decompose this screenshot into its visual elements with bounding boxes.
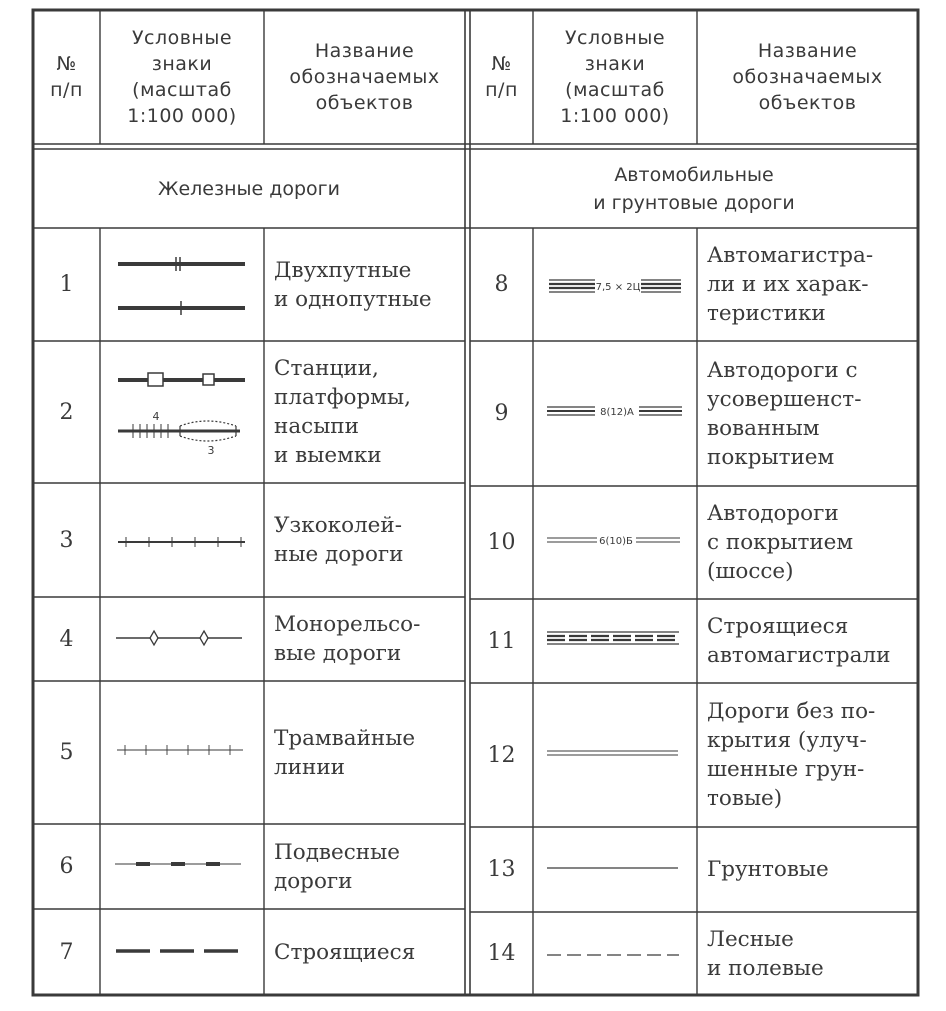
row-12-name: Дороги без по- крытия (улуч- шенные грун- товые)	[707, 699, 876, 811]
row-8-name: Автомагистра- ли и их харак- теристики	[707, 243, 874, 326]
section-railways: Железные дороги	[157, 177, 341, 200]
header-num-right: № п/п	[485, 53, 518, 101]
row-9-name: Автодороги с усовершенст- вованным покрытием	[707, 357, 862, 470]
section-roads: Автомобильные и грунтовые дороги	[593, 163, 795, 214]
embankment-cutting-symbol	[118, 421, 240, 441]
unpaved-road-symbol	[547, 751, 678, 755]
row-14-num: 14	[487, 941, 516, 966]
tram-line-symbol	[117, 745, 243, 755]
station-platform-symbol	[118, 373, 245, 386]
row-13-num: 13	[487, 857, 516, 882]
row-11-num: 11	[487, 628, 516, 654]
header-name-right: Название обозначаемых объектов	[732, 40, 883, 114]
row-5-name: Трамвайные линии	[274, 725, 416, 780]
row-1-name: Двухпутные и однопутные	[274, 257, 432, 312]
row-3-num: 3	[59, 527, 74, 553]
row-4-name: Монорельсо- вые дороги	[274, 612, 421, 666]
row-6-num: 6	[59, 854, 74, 879]
row-6-name: Подвесные дороги	[274, 839, 400, 894]
row-13-name: Грунтовые	[707, 857, 829, 882]
motorway-characteristics-label: 7,5 × 2Ц	[595, 282, 641, 293]
row-2-name: Станции, платформы, насыпи и выемки	[274, 356, 411, 468]
header-num-left: № п/п	[50, 53, 83, 101]
row-2-num: 2	[59, 399, 74, 425]
row-10-name: Автодороги с покрытием (шоссе)	[707, 501, 854, 584]
single-track-railway-symbol	[118, 301, 245, 315]
row-7-name: Строящиеся	[274, 939, 416, 965]
row-8-num: 8	[494, 272, 509, 297]
highway-characteristics-label: 6(10)Б	[599, 536, 633, 547]
row-7-num: 7	[59, 939, 74, 965]
header-sign-right: Условные знаки (масштаб 1:100 000)	[560, 27, 670, 127]
row-14-name: Лесные и полевые	[707, 926, 824, 981]
row-10-num: 10	[487, 530, 516, 555]
row-5-num: 5	[59, 740, 74, 765]
row-12-num: 12	[487, 742, 516, 768]
cutting-depth-label: 3	[207, 444, 215, 457]
row-1-num: 1	[59, 272, 74, 297]
row-9-num: 9	[494, 401, 509, 426]
row-4-num: 4	[59, 626, 74, 652]
embankment-height-label: 4	[152, 410, 160, 423]
header-name-left: Название обозначаемых объектов	[289, 40, 440, 114]
row-3-name: Узкоколей- ные дороги	[274, 513, 404, 567]
motorway-under-construction-symbol	[547, 632, 679, 644]
monorail-symbol	[116, 631, 242, 645]
improved-road-characteristics-label: 8(12)А	[600, 407, 634, 418]
double-track-railway-symbol	[118, 257, 245, 271]
header-sign-left: Условные знаки (масштаб 1:100 000)	[127, 27, 237, 127]
row-11-name: Строящиеся автомагистрали	[707, 614, 891, 668]
narrow-gauge-railway-symbol	[118, 537, 245, 547]
